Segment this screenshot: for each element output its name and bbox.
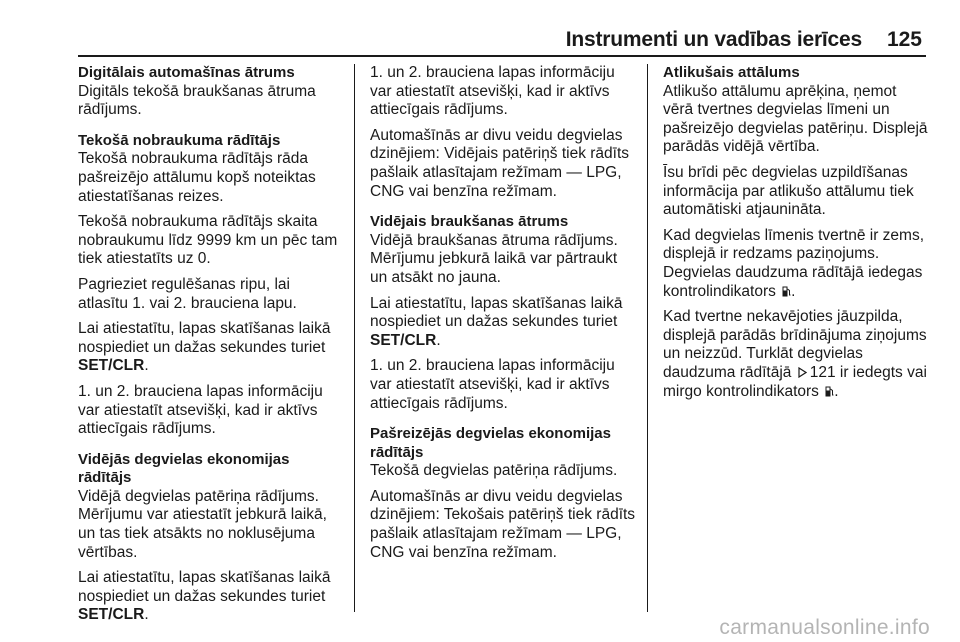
cross-reference-triangle-icon bbox=[798, 365, 807, 376]
section-heading: Vidējās degvielas ekonomijas rādītājs bbox=[78, 450, 290, 487]
page-header-title: Instrumenti un vadības ierīces bbox=[565, 28, 862, 51]
section-average-fuel-economy bbox=[78, 451, 344, 625]
paragraph: Tekošā nobraukuma rādītājs rāda pašreizējo attālumu kopš noteiktas atiestatīšanas reizes. bbox=[78, 150, 316, 205]
paragraph-end: . bbox=[144, 606, 149, 624]
page-reference[interactable]: 121 bbox=[809, 363, 836, 381]
set-clr-label: SET/CLR bbox=[78, 606, 145, 624]
paragraph: Tekošā degvielas patēriņa rādījums. bbox=[370, 462, 618, 480]
paragraph: Īsu brīdi pēc degvielas uzpildīšanas informācija par atlikušo attālumu tiek automātiski atjaunināta. bbox=[663, 163, 914, 219]
column-divider bbox=[647, 64, 648, 612]
section-trip-odometer bbox=[78, 132, 344, 439]
paragraph: 1. un 2. brauciena lapas informāciju var atiestatīt atsevišķi, kad ir aktīvs attiecīgais rādījums. bbox=[370, 64, 615, 119]
section-heading: Pašreizējās degvielas ekonomijas rādītājs bbox=[370, 425, 611, 461]
paragraph bbox=[370, 295, 636, 351]
paragraph-end: . bbox=[834, 382, 839, 400]
paragraph: Atlikušo attālumu aprēķina, ņemot vērā tvertnes degvielas līmeni un pašreizējo degvielas patēriņu. Displejā parādās vidējā vērtība. bbox=[663, 82, 928, 156]
paragraph-end: . bbox=[791, 282, 796, 300]
section-average-speed bbox=[370, 213, 636, 413]
paragraph-text: ir iedegts vai mirgo kontrolindikators bbox=[663, 363, 927, 400]
column-right bbox=[663, 64, 929, 413]
paragraph: Pagrieziet regulēšanas ripu, lai atlasītu 1. vai 2. brauciena lapu. bbox=[78, 275, 297, 312]
paragraph: Vidējā braukšanas ātruma rādījums. Mērījumu jebkurā laikā var pārtraukt un atsākt no jauna. bbox=[370, 231, 618, 286]
paragraph bbox=[78, 569, 344, 625]
section-heading: Atlikušais attālums bbox=[663, 64, 800, 81]
paragraph: Tekošā nobraukuma rādītājs skaita nobraukumu līdz 9999 km un pēc tam tiek atiestatīts uz 0. bbox=[78, 213, 338, 268]
section-heading: Digitālais automašīnas ātrums bbox=[78, 64, 295, 81]
header-divider bbox=[78, 55, 926, 57]
set-clr-label: SET/CLR bbox=[370, 331, 437, 349]
section-digital-speed bbox=[78, 64, 344, 120]
section-heading: Vidējais braukšanas ātrums bbox=[370, 213, 569, 231]
paragraph bbox=[663, 227, 929, 301]
paragraph bbox=[663, 308, 929, 401]
set-clr-label: SET/CLR bbox=[78, 357, 145, 375]
paragraph: 1. un 2. brauciena lapas informāciju var atiestatīt atsevišķi, kad ir aktīvs attiecīgais rādījums. bbox=[370, 357, 615, 412]
paragraph: Vidējā degvielas patēriņa rādījums. Mērījumu var atiestatīt jebkurā laikā, un tas tiek atsākts no noklusējuma vērtības. bbox=[78, 487, 327, 561]
column-divider bbox=[354, 64, 355, 612]
column-left bbox=[78, 64, 344, 637]
paragraph: Digitāls tekošā braukšanas ātruma rādījums. bbox=[78, 82, 316, 119]
paragraph: Automašīnās ar divu veidu degvielas dzinējiem: Tekošais patēriņš tiek rādīts pašlaik atlasītajam režīmam — LPG, CNG vai benzīna režīmam. bbox=[370, 487, 636, 561]
paragraph: 1. un 2. brauciena lapas informāciju var atiestatīt atsevišķi, kad ir aktīvs attiecīgais rādījums. bbox=[78, 382, 323, 438]
paragraph-text: Lai atiestatītu, lapas skatīšanas laikā nospiediet un dažas sekundes turiet bbox=[78, 320, 331, 356]
section-remaining-range bbox=[663, 64, 929, 401]
section-continued bbox=[370, 64, 636, 201]
paragraph-end: . bbox=[436, 331, 441, 349]
column-middle bbox=[370, 64, 636, 574]
paragraph: Automašīnās ar divu veidu degvielas dzinējiem: Vidējais patēriņš tiek rādīts pašlaik atlasītajam režīmam — LPG, CNG vai benzīna režīmam. bbox=[370, 126, 630, 200]
paragraph-text: Lai atiestatītu, lapas skatīšanas laikā nospiediet un dažas sekundes turiet bbox=[370, 294, 623, 331]
paragraph-text: Kad degvielas līmenis tvertnē ir zems, displejā ir redzams paziņojums. Degvielas daudzuma rādītājā iedegas kontrolindikators bbox=[663, 226, 925, 300]
section-heading: Tekošā nobraukuma rādītājs bbox=[78, 131, 281, 149]
paragraph-text: Lai atiestatītu, lapas skatīšanas laikā nospiediet un dažas sekundes turiet bbox=[78, 569, 331, 605]
section-current-fuel-economy bbox=[370, 425, 636, 562]
paragraph-end: . bbox=[144, 357, 149, 375]
fuel-pump-icon bbox=[782, 284, 791, 295]
page-number: 125 bbox=[886, 28, 922, 51]
paragraph-text: Kad tvertne nekavējoties jāuzpilda, displejā parādās brīdinājuma ziņojums un neizzūd. Turklāt degvielas daudzuma rādītājā bbox=[663, 308, 927, 381]
fuel-pump-icon bbox=[825, 384, 834, 395]
watermark: carmanualsonline.info bbox=[719, 616, 930, 639]
paragraph bbox=[78, 320, 344, 376]
